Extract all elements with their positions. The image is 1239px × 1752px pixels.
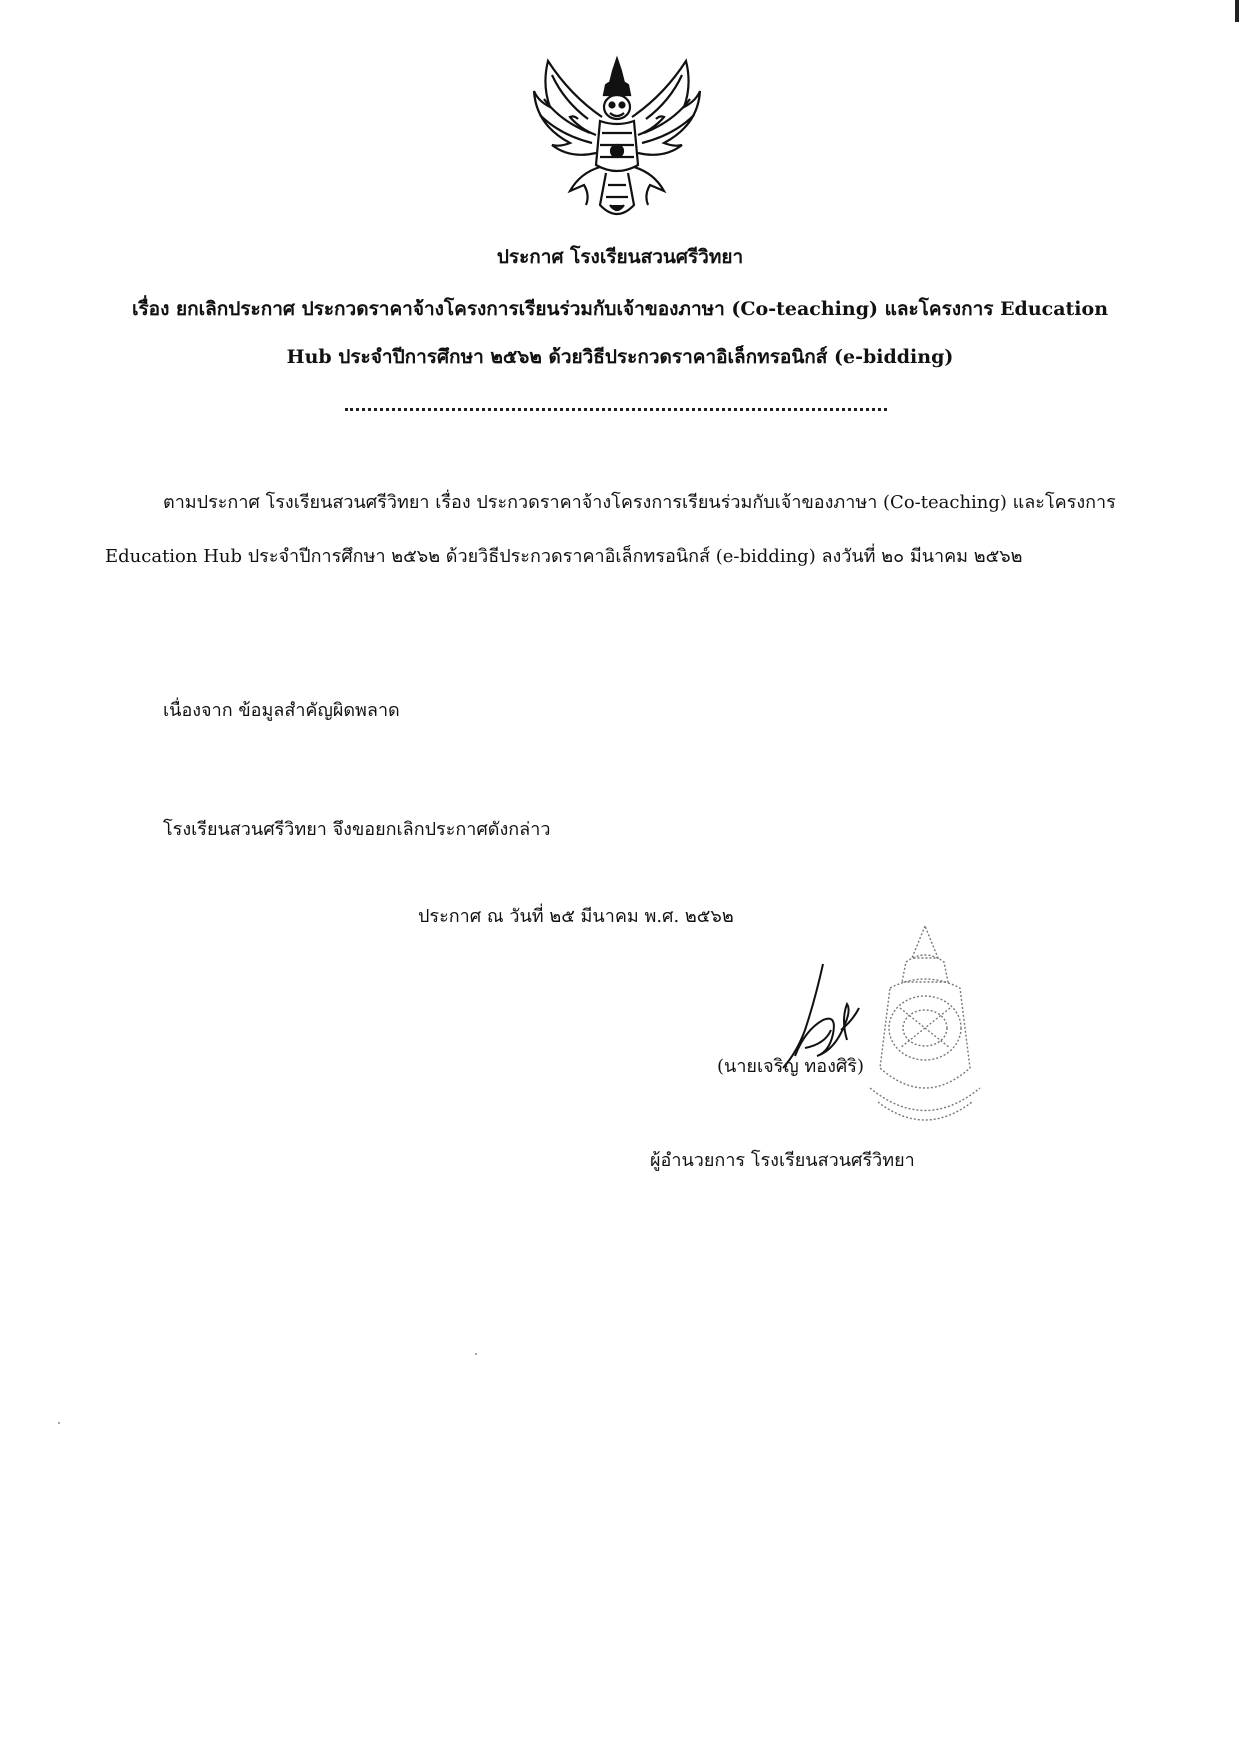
signer-title: ผู้อำนวยการ โรงเรียนสวนศรีวิทยา — [650, 1150, 915, 1171]
scan-speck — [58, 1422, 60, 1424]
scan-edge-mark — [1235, 0, 1239, 22]
reference-paragraph: ตามประกาศ โรงเรียนสวนศรีวิทยา เรื่อง ประกวดราคาจ้างโครงการเรียนร่วมกับเจ้าของภาษา (Co-teaching) และโครงการ Education Hub ประจำปีการศึกษา ๒๕๖๒ ด้วยวิธีประกวดราคาอิเล็กทรอนิกส์ (e-bidding) ลงวันที่ ๒๐ มีนาคม ๒๕๖๒ — [105, 492, 1116, 567]
cancellation-paragraph: โรงเรียนสวนศรีวิทยา จึงขอยกเลิกประกาศดังกล่าว — [163, 819, 551, 840]
subject-line-1: เรื่อง ยกเลิกประกาศ ประกวดราคาจ้างโครงการเรียนร่วมกับเจ้าของภาษา (Co-teaching) และโครงการ Education — [131, 298, 1109, 320]
announcement-date: ประกาศ ณ วันที่ ๒๕ มีนาคม พ.ศ. ๒๕๖๒ — [418, 906, 734, 927]
reason-paragraph: เนื่องจาก ข้อมูลสำคัญผิดพลาด — [163, 700, 400, 721]
dotted-separator — [345, 408, 887, 411]
scan-speck — [475, 1353, 477, 1355]
subject-line-2: Hub ประจำปีการศึกษา ๒๕๖๒ ด้วยวิธีประกวดราคาอิเล็กทรอนิกส์ (e-bidding) — [286, 346, 954, 368]
announcement-heading: ประกาศ โรงเรียนสวนศรีวิทยา — [496, 246, 744, 268]
signer-name: (นายเจริญ ทองศิริ) — [717, 1056, 864, 1077]
garuda-emblem-icon — [530, 55, 705, 225]
